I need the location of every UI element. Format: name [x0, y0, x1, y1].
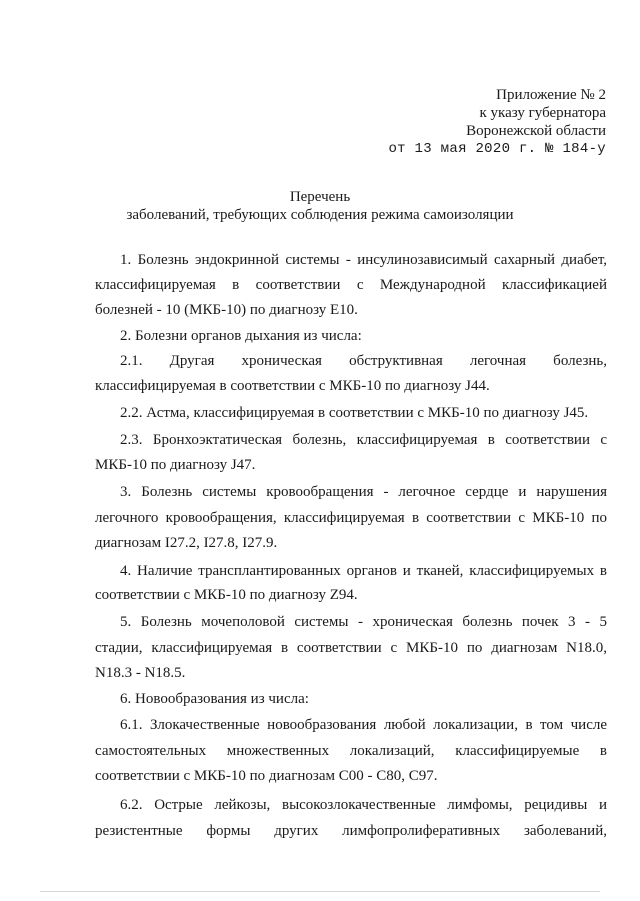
- body-line: 4. Наличие трансплантированных органов и тканей, классифицируемых в: [120, 563, 607, 579]
- body-line: 1. Болезнь эндокринной системы - инсулинозависимый сахарный диабет,: [120, 252, 607, 268]
- body-line: 2.3. Бронхоэктатическая болезнь, классифицируемая в соответствии с: [120, 432, 607, 448]
- body-line: классифицируемая в соответствии с МКБ-10 по диагнозу J44.: [95, 378, 490, 394]
- body-line: 6.2. Острые лейкозы, высокозлокачественные лимфомы, рецидивы и: [120, 797, 607, 813]
- body-line: 6.1. Злокачественные новообразования любой локализации, в том числе: [120, 717, 607, 733]
- body-line: болезней - 10 (МКБ-10) по диагнозу E10.: [95, 302, 358, 318]
- body-line: 2.2. Астма, классифицируемая в соответствии с МКБ-10 по диагнозу J45.: [120, 405, 589, 421]
- body-line: МКБ-10 по диагнозу J47.: [95, 457, 256, 473]
- annex-number: Приложение № 2: [496, 87, 606, 103]
- body-line: легочного кровообращения, классифицируемая в соответствии с МКБ-10 по: [95, 510, 607, 526]
- annex-reference: к указу губернатора: [479, 105, 606, 121]
- body-line: N18.3 - N18.5.: [95, 665, 186, 681]
- body-line: соответствии с МКБ-10 по диагнозам C00 - C80, C97.: [95, 768, 438, 784]
- body-line: стадии, классифицируемая в соответствии с МКБ-10 по диагнозам N18.0,: [95, 640, 607, 656]
- body-line: 2.1. Другая хроническая обструктивная легочная болезнь,: [120, 353, 607, 369]
- body-line: диагнозам I27.2, I27.8, I27.9.: [95, 535, 278, 551]
- page-bottom-edge: [40, 891, 600, 892]
- body-line: 3. Болезнь системы кровообращения - легочное сердце и нарушения: [120, 484, 607, 500]
- document-subtitle: заболеваний, требующих соблюдения режима самоизоляции: [126, 207, 514, 223]
- body-line: 5. Болезнь мочеполовой системы - хроническая болезнь почек 3 - 5: [120, 614, 607, 630]
- annex-date-number: от 13 мая 2020 г. № 184-у: [388, 141, 606, 157]
- document-title: Перечень: [289, 189, 351, 205]
- annex-region: Воронежской области: [466, 123, 606, 139]
- body-line: резистентные формы других лимфопролиферативных заболеваний,: [95, 823, 607, 839]
- body-line: 6. Новообразования из числа:: [120, 691, 309, 707]
- body-line: самостоятельных множественных локализаций, классифицируемые в: [95, 743, 607, 759]
- body-line: 2. Болезни органов дыхания из числа:: [120, 328, 362, 344]
- body-line: соответствии с МКБ-10 по диагнозу Z94.: [95, 587, 358, 603]
- body-line: классифицируемая в соответствии с Международной классификацией: [95, 277, 607, 293]
